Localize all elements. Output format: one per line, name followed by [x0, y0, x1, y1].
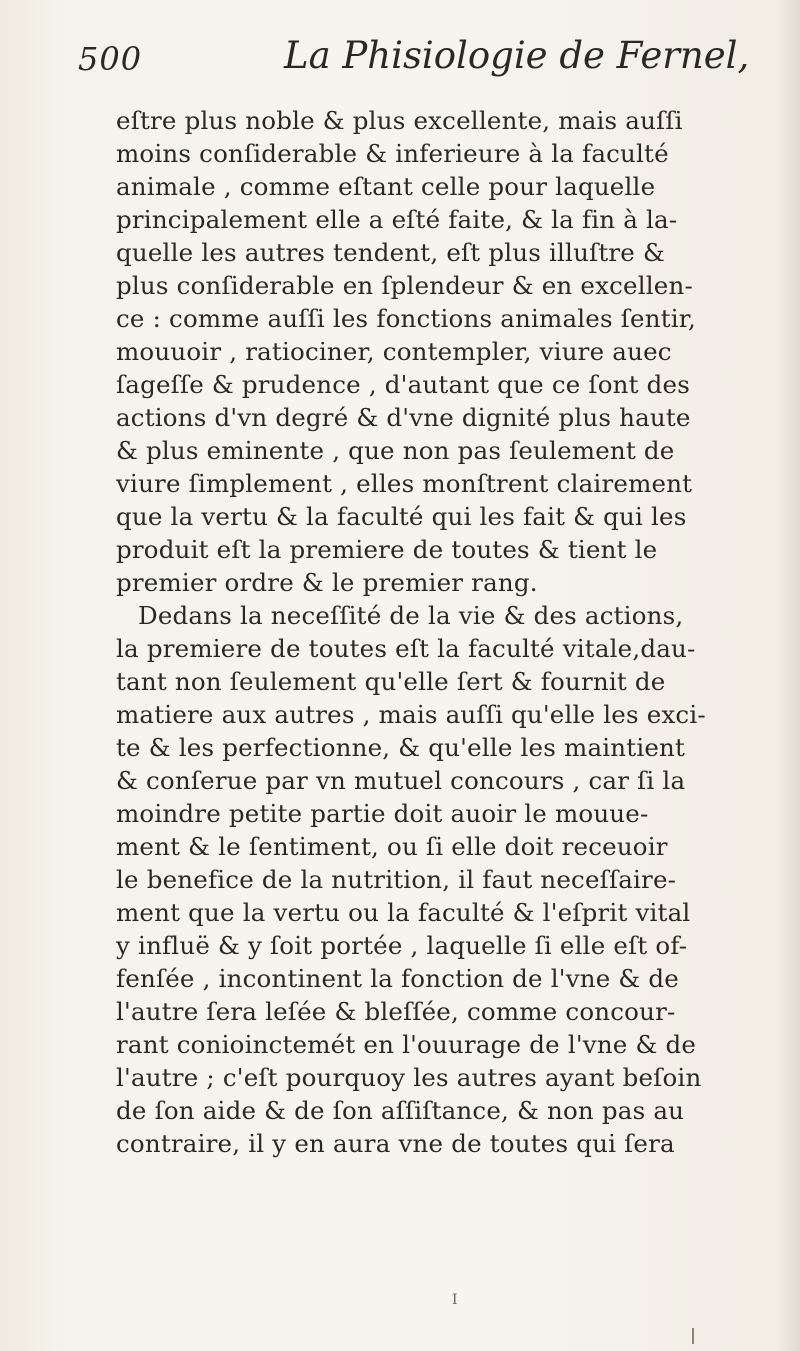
text-line: viure ſimplement , elles monſtrent clairement — [116, 469, 693, 498]
text-line: te & les perfectionne, & qu'elle les maintient — [116, 733, 686, 762]
margin-tick-mark — [692, 1328, 694, 1344]
text-line: que la vertu & la faculté qui les fait & qui les — [116, 502, 687, 531]
text-line: le benefice de la nutrition, il faut neceſſaire- — [116, 865, 677, 894]
text-line: l'autre ſera leſée & bleſſée, comme concour- — [116, 997, 676, 1026]
text-line: ſageſſe & prudence , d'autant que ce ſont des — [116, 370, 691, 399]
page-header — [78, 34, 758, 98]
text-line: moindre petite partie doit auoir le mouue- — [116, 799, 649, 828]
text-line: principalement elle a eſté faite, & la fin à la- — [116, 205, 678, 234]
text-line: contraire, il y en aura vne de toutes qui ſera — [116, 1129, 675, 1158]
text-line: tant non ſeulement qu'elle ſert & fournit de — [116, 667, 666, 696]
text-line: ment que la vertu ou la faculté & l'eſprit vital — [116, 898, 691, 927]
text-line: rant conioinctemét en l'ouurage de l'vne & de — [116, 1030, 697, 1059]
text-line: ce : comme auſſi les fonctions animales ſentir, — [116, 304, 696, 333]
text-line: y influë & y ſoit portée , laquelle ſi elle eſt of- — [116, 931, 688, 960]
text-line: moins conſiderable & inferieure à la faculté — [116, 139, 669, 168]
text-line: animale , comme eſtant celle pour laquelle — [116, 172, 656, 201]
running-title: La Phisiologie de Fernel, — [284, 34, 750, 77]
footer-mark: I — [452, 1292, 458, 1308]
text-line: premier ordre & le premier rang. — [116, 568, 538, 597]
text-line: & conſerue par vn mutuel concours , car ſi la — [116, 766, 686, 795]
text-line: eſtre plus noble & plus excellente, mais auſſi — [116, 106, 683, 135]
text-line: de ſon aide & de ſon aſſiſtance, & non pas au — [116, 1096, 685, 1125]
text-line: mouuoir , ratiociner, contempler, viure auec — [116, 337, 672, 366]
page-number: 500 — [78, 40, 143, 78]
text-line: produit eſt la premiere de toutes & tient le — [116, 535, 658, 564]
text-line: & plus eminente , que non pas ſeulement de — [116, 436, 675, 465]
text-line: fenſée , incontinent la fonction de l'vne & de — [116, 964, 679, 993]
text-line: ment & le ſentiment, ou ſi elle doit receuoir — [116, 832, 668, 861]
text-line: actions d'vn degré & d'vne dignité plus haute — [116, 403, 691, 432]
text-line: matiere aux autres , mais auſſi qu'elle les exci- — [116, 700, 706, 729]
text-line: quelle les autres tendent, eſt plus illuſtre & — [116, 238, 665, 267]
text-line: l'autre ; c'eſt pourquoy les autres ayant beſoin — [116, 1063, 702, 1092]
paragraph-start-line: Dedans la neceſſité de la vie & des actions, — [138, 601, 684, 630]
text-line: plus conſiderable en ſplendeur & en excellen- — [116, 271, 693, 300]
body-text — [116, 104, 796, 1160]
text-line: la premiere de toutes eſt la faculté vitale,dau- — [116, 634, 696, 663]
